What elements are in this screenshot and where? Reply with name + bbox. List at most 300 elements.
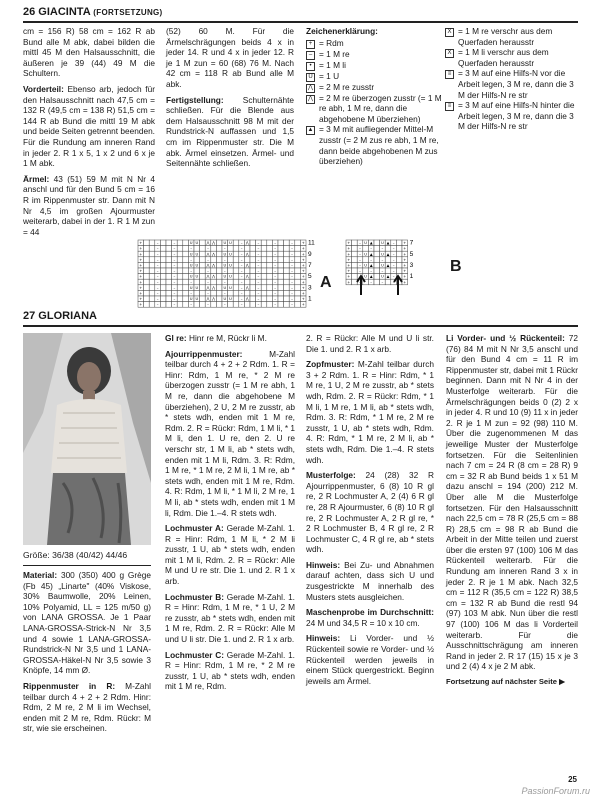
- legend-text: = 1 M re: [319, 48, 350, 59]
- chart-symbol: –: [223, 280, 226, 285]
- size-rule: [23, 565, 151, 566]
- chart-cell: [250, 285, 256, 291]
- chart-symbol: +: [139, 241, 143, 246]
- chart-symbol: U: [189, 241, 193, 246]
- chart-cell: [284, 302, 290, 308]
- chart-symbol: ⋀: [212, 241, 216, 246]
- chart-cell: [166, 257, 172, 263]
- chart-cell: [267, 290, 273, 296]
- chart-cell: [284, 279, 290, 285]
- chart-cell: [200, 296, 206, 302]
- chart-symbol: –: [190, 257, 193, 262]
- chart-cell: [233, 302, 239, 308]
- chart-cell: [267, 279, 273, 285]
- s26-col2-p2: Fertigstellung: Schulternähte schließen. Für die Blende aus dem Halsausschnitt 98 M mit der Rundstrick-N auffassen und 1,5 cm im Rippenmuster str. Die M abk. Ärmel einsetzen. Ärmel- und Seitennähte schließen.: [166, 94, 294, 169]
- chart-symbol: –: [173, 246, 176, 251]
- chart-cell: [250, 257, 256, 263]
- chart-cell: [160, 262, 166, 268]
- chart-cell: [278, 290, 284, 296]
- chart-cell: [183, 290, 189, 296]
- chart-symbol: –: [156, 285, 159, 290]
- chart-cell: [177, 240, 183, 246]
- chart-symbol: U: [381, 241, 384, 246]
- chart-row-number: 5: [409, 250, 414, 258]
- chart-symbol: –: [359, 246, 361, 251]
- chart-symbol: U: [381, 274, 384, 279]
- legend-left-list: [306, 38, 442, 167]
- chart-symbol: –: [392, 269, 395, 274]
- chart-symbol: +: [139, 269, 143, 274]
- chart-cell: [284, 268, 290, 274]
- chart-cell: [211, 268, 217, 274]
- chart-cell: [261, 285, 267, 291]
- chart-symbol: –: [156, 263, 159, 268]
- rippenmuster-paragraph: Rippenmuster in R: M-Zahl teilbar durch 4 + 2 + 2 Rdm. Hinr: Rdm, 2 M re, 2 M li im Wechsel, enden mit 2 M re, Rdm. Rückr: M str, wie sie erscheinen.: [23, 680, 151, 734]
- chart-symbol: –: [156, 269, 159, 274]
- chart-cell: [396, 257, 402, 263]
- chart-symbol: –: [359, 269, 361, 274]
- chart-symbol: –: [240, 274, 243, 279]
- chart-symbol: –: [156, 297, 159, 302]
- chart-symbol: U: [223, 241, 227, 246]
- chart-cell: [216, 285, 222, 291]
- chart-cell: [352, 257, 358, 263]
- chart-cell: [200, 240, 206, 246]
- chart-cell: [244, 279, 250, 285]
- s26-legend-left: [306, 26, 442, 167]
- chart-symbol: –: [291, 252, 293, 257]
- chart-cell: [295, 274, 301, 280]
- chart-cell: [149, 290, 155, 296]
- chart-symbol: –: [223, 257, 226, 262]
- s26-col2-p1: (52) 60 M. Für die Ärmelschrägungen beids 4 x in jeder 14. R und 4 x in jeder 12. R je 1 M zun = 60 (68) 76 M. Nach 42 cm = 118 R ab Bund alle M abk.: [166, 26, 294, 89]
- chart-symbol: –: [392, 274, 395, 279]
- chart-cell: [284, 274, 290, 280]
- chart-symbol: U: [195, 263, 199, 268]
- chart-symbol: U: [223, 263, 227, 268]
- chart-cell: [233, 257, 239, 263]
- chart-cell: [160, 274, 166, 280]
- chart-symbol: ⋀: [212, 263, 216, 268]
- section-26-title-text: 26 GIACINTA: [23, 6, 91, 18]
- chart-symbol: U: [189, 274, 193, 279]
- chart-symbol: –: [240, 241, 243, 246]
- chart-symbol: U: [223, 274, 227, 279]
- chart-cell: [261, 246, 267, 252]
- chart-symbol: –: [257, 297, 260, 302]
- hinweis-paragraph: Hinweis: Bei Zu- und Abnahmen darauf achten, dass sich U und zusgestrickte M innerhalb des Musters stets ausgleichen.: [306, 559, 434, 602]
- maschenprobe-paragraph: Maschenprobe im Durchschnitt: 24 M und 34,5 R = 10 x 10 cm.: [306, 607, 434, 628]
- chart-symbol: +: [139, 246, 143, 251]
- chart-cell: [267, 262, 273, 268]
- chart-symbol: –: [291, 280, 293, 285]
- chart-cell: [278, 251, 284, 257]
- chart-symbol: U: [229, 274, 232, 279]
- chart-cell: [250, 262, 256, 268]
- chart-symbol: +: [403, 280, 407, 285]
- chart-symbol: U: [364, 263, 367, 268]
- legend-left-item: [306, 82, 442, 93]
- chart-cell: [295, 251, 301, 257]
- chart-row-number: 7: [409, 239, 414, 247]
- chart-cell: [211, 290, 217, 296]
- chart-symbol: –: [190, 291, 193, 296]
- chart-cell: [261, 274, 267, 280]
- chart-symbol: –: [392, 246, 395, 251]
- chart-symbol: ⋀: [245, 252, 249, 257]
- chart-cell: [166, 290, 172, 296]
- chart-symbol: –: [173, 280, 176, 285]
- lochmuster-c-paragraph: Lochmuster C: Gerade M-Zahl. 1. R = Hinr: Rdm, 1 M re, * 2 M re zusstr, 1 U, ab * stets wdh, enden mit 1 M re, Rdm.: [165, 649, 295, 692]
- chart-cell: [228, 290, 234, 296]
- legend-symbol-icon: U: [306, 73, 315, 82]
- chart-symbol: +: [301, 263, 305, 268]
- chart-cell: [149, 302, 155, 308]
- chart-symbol: –: [240, 252, 243, 257]
- chart-cell: [284, 251, 290, 257]
- chart-cell: [200, 251, 206, 257]
- chart-symbol: –: [392, 280, 395, 285]
- chart-symbol: –: [207, 302, 209, 307]
- chart-cell: [211, 302, 217, 308]
- chart-symbol: U: [189, 285, 193, 290]
- material-paragraph: Material: 300 (350) 400 g Grège (Fb 45) „Linarte" (40% Viskose, 30% Baumwolle, 20% Leinen, 10% Polyamid, LL = 125 m/50 g) von LANA GROSSA. Je 1 Paar LANA-GROSSA-Strick-N Nr 3,5 und 4 sowie 1 LANA-GROSSA-Rundstrick-N Nr 3,5 und 1 LANA-GROSSA-Häkel-N Nr 3,5 sowie 3 Knöpfe, 14 mm Ø.: [23, 570, 151, 676]
- chart-symbol: –: [207, 291, 209, 296]
- chart-symbol: –: [190, 280, 193, 285]
- chart-cell: [396, 251, 402, 257]
- chart-cell: [160, 302, 166, 308]
- legend-right-item: [445, 26, 578, 47]
- chart-cell: [363, 268, 369, 274]
- chart-cell: [211, 257, 217, 263]
- chart-cell: [352, 268, 358, 274]
- legend-left-item: [306, 93, 442, 125]
- legend-text: = 1 U: [319, 70, 340, 81]
- legend-left-item: [306, 124, 442, 166]
- chart-symbol: –: [257, 269, 260, 274]
- chart-cell: [149, 279, 155, 285]
- chart-cell: [216, 246, 222, 252]
- chart-cell: [183, 257, 189, 263]
- chart-cell: [166, 268, 172, 274]
- chart-cell: [194, 290, 200, 296]
- chart-symbol: ⋀: [212, 285, 216, 290]
- chart-cell: [250, 246, 256, 252]
- legend-text: = 3 M auf eine Hilfs-N hinter die Arbeit legen, 3 M re, dann die 3 M der Hilfs-N re str: [458, 100, 575, 132]
- chart-symbol: –: [274, 285, 277, 290]
- chart-cell: [216, 290, 222, 296]
- chart-cell: [200, 246, 206, 252]
- chart-cell: [166, 262, 172, 268]
- chart-cell: [284, 285, 290, 291]
- chart-cell: [284, 246, 290, 252]
- chart-row-number: 5: [308, 273, 312, 281]
- chart-cell: [261, 262, 267, 268]
- chart-symbol: U: [229, 297, 232, 302]
- chart-symbol: +: [347, 280, 351, 285]
- chart-cell: [183, 285, 189, 291]
- chart-symbol: ⋀: [245, 285, 249, 290]
- zopfmuster-paragraph: Zopfmuster: M-Zahl teilbar durch 3 + 2 Rdm. 1. R = Hinr: Rdm, * 1 M re, 1 U, 2 M re zusstr, ab * stets wdh, Rdm. 2. R = Rückr: Rdm, * 1 M li, 1 M re, 1 M li, ab * stets wdh, Rdm. 3. R: Rdm, * 1 M re, 2 M re zusstr, 1 U, ab * stets wdh, Rdm. 4. R: Rdm, * 1 M re, 2 M li, ab * stets wdh, Rdm. Die 1.–4. R stets wdh.: [306, 359, 434, 465]
- chart-cell: [194, 302, 200, 308]
- chart-symbol: ▲: [369, 263, 373, 268]
- chart-symbol: –: [257, 285, 260, 290]
- chart-symbol: +: [139, 257, 143, 262]
- chart-symbol: U: [189, 297, 193, 302]
- chart-symbol: –: [173, 257, 176, 262]
- chart-symbol: –: [207, 257, 209, 262]
- chart-cell: [267, 285, 273, 291]
- chart-symbol: +: [139, 302, 143, 307]
- chart-symbol: ⋀: [206, 263, 210, 268]
- chart-cell: [149, 257, 155, 263]
- chart-cell: [295, 290, 301, 296]
- chart-symbol: +: [301, 291, 305, 296]
- chart-symbol: ⋀: [206, 274, 210, 279]
- chart-symbol: ⋀: [245, 274, 249, 279]
- s27-col3-p1: 2. R = Rückr: Alle M und U li str. Die 1. und 2. R 1 x arb.: [306, 333, 434, 354]
- chart-symbol: –: [207, 246, 209, 251]
- chart-cell: [160, 257, 166, 263]
- chart-symbol: +: [301, 274, 305, 279]
- chart-cell: [261, 251, 267, 257]
- chart-cell: [144, 268, 150, 274]
- chart-cell: [295, 268, 301, 274]
- chart-symbol: –: [359, 274, 361, 279]
- chart-symbol: –: [240, 285, 243, 290]
- chart-cell: [144, 296, 150, 302]
- chart-cell: [233, 246, 239, 252]
- chart-cell: [267, 268, 273, 274]
- chart-symbol: U: [223, 285, 227, 290]
- chart-cell: [244, 257, 250, 263]
- chart-cell: [200, 285, 206, 291]
- chart-symbol: +: [301, 241, 305, 246]
- chart-cell: [183, 302, 189, 308]
- chart-cell: [295, 262, 301, 268]
- chart-cell: [160, 246, 166, 252]
- chart-cell: [177, 302, 183, 308]
- continue-note: Fortsetzung auf nächster Seite ▶: [446, 677, 565, 686]
- chart-symbol: +: [139, 285, 143, 290]
- chart-cell: [250, 268, 256, 274]
- chart-symbol: –: [207, 280, 209, 285]
- legend-left-item: [306, 71, 442, 82]
- chart-cell: [284, 296, 290, 302]
- chart-cell: [396, 268, 402, 274]
- chart-cell: [166, 240, 172, 246]
- chart-cell: [250, 279, 256, 285]
- chart-cell: [233, 262, 239, 268]
- chart-symbol: –: [173, 297, 176, 302]
- chart-symbol: +: [347, 252, 351, 257]
- legend-symbol-icon: ⋀: [306, 95, 315, 104]
- chart-symbol: +: [301, 297, 305, 302]
- chart-cell: [278, 274, 284, 280]
- chart-symbol: –: [392, 252, 395, 257]
- chart-cell: [194, 246, 200, 252]
- chart-cell: [284, 257, 290, 263]
- chart-cell: [267, 240, 273, 246]
- s26-legend-right: [445, 26, 578, 132]
- chart-symbol: –: [257, 280, 260, 285]
- chart-cell: [250, 251, 256, 257]
- chart-symbol: +: [301, 257, 305, 262]
- s27-col4: [446, 333, 578, 693]
- chart-cell: [261, 279, 267, 285]
- chart-cell: [295, 279, 301, 285]
- chart-symbol: –: [156, 246, 159, 251]
- chart-symbol: –: [392, 263, 395, 268]
- section-26-rule: [23, 21, 578, 23]
- chart-cell: [267, 302, 273, 308]
- chart-cell: [166, 279, 172, 285]
- chart-cell: [183, 274, 189, 280]
- chart-cell: [363, 246, 369, 252]
- chart-symbol: –: [223, 246, 226, 251]
- chart-symbol: +: [403, 269, 407, 274]
- chart-cell: [363, 257, 369, 263]
- chart-symbol: –: [291, 263, 293, 268]
- chart-symbol: –: [359, 280, 361, 285]
- chart-cell: [200, 274, 206, 280]
- legend-right-item: [445, 100, 578, 132]
- chart-symbol: –: [223, 269, 226, 274]
- chart-cell: [183, 246, 189, 252]
- chart-symbol: ⋀: [245, 241, 249, 246]
- section-26-title: [23, 6, 163, 18]
- chart-cell: [200, 290, 206, 296]
- chart-symbol: –: [257, 246, 260, 251]
- chart-cell: [144, 251, 150, 257]
- chart-symbol: –: [359, 257, 361, 262]
- legend-symbol-icon: •: [306, 62, 315, 71]
- chart-symbol: –: [274, 246, 277, 251]
- chart-symbol: –: [392, 241, 395, 246]
- size-line: Größe: 36/38 (40/42) 44/46: [23, 550, 128, 560]
- chart-symbol: +: [347, 263, 351, 268]
- chart-cell: [352, 240, 358, 246]
- chart-symbol: –: [190, 269, 193, 274]
- chart-symbol: –: [240, 246, 243, 251]
- chart-symbol: –: [370, 280, 373, 285]
- chart-cell: [284, 290, 290, 296]
- chart-symbol: U: [195, 297, 199, 302]
- model-figure-illustration: [23, 333, 151, 545]
- chart-cell: [183, 240, 189, 246]
- chart-cell: [216, 302, 222, 308]
- chart-cell: [374, 262, 380, 268]
- chart-cell: [385, 246, 391, 252]
- page-number: 25: [568, 775, 577, 784]
- legend-title: Zeichenerklärung:: [306, 26, 378, 36]
- chart-cell: [278, 279, 284, 285]
- chart-symbol: –: [240, 302, 243, 307]
- chart-cell: [261, 290, 267, 296]
- chart-symbol: –: [274, 241, 277, 246]
- chart-symbol: –: [370, 257, 373, 262]
- legend-text: = 1 M li: [319, 59, 346, 70]
- chart-cell: [233, 240, 239, 246]
- chart-cell: [352, 246, 358, 252]
- legend-text: = 3 M mit aufliegender Mittel-M zusstr (= 2 M zus re abh, 1 M re, dann beide abgehobenen M zus überziehen): [319, 124, 439, 167]
- chart-cell: [149, 251, 155, 257]
- chart-symbol: +: [403, 241, 407, 246]
- hinweis2-paragraph: Hinweis: Li Vorder- und ½ Rückenteil sowie re Vorder- und ½ Rückenteil werden jeweils in einem Stück quergestrickt. Beginn jeweils am Ärmel.: [306, 633, 434, 686]
- chart-cell: [244, 302, 250, 308]
- chart-cell: [244, 268, 250, 274]
- chart-cell: [267, 274, 273, 280]
- chart-symbol: +: [301, 246, 305, 251]
- legend-symbol-icon: +: [306, 40, 315, 49]
- chart-cell: [233, 290, 239, 296]
- chart-cell: [228, 302, 234, 308]
- chart-symbol: U: [229, 263, 232, 268]
- chart-cell: [228, 257, 234, 263]
- chart-symbol: –: [173, 269, 176, 274]
- chart-symbol: –: [274, 280, 277, 285]
- s26-col1-p3: Ärmel: 43 (51) 59 M mit N Nr 4 anschl und für den Bund 5 cm = 16 R im Rippenmuster str. Dann mit N Nr 4,5 im großen Ajourmuster weiterarb, dabei in der 1. R 1 M zun = 44: [23, 173, 155, 237]
- chart-cell: [200, 302, 206, 308]
- chart-cell: [278, 268, 284, 274]
- chart-cell: [278, 262, 284, 268]
- chart-symbol: –: [274, 252, 277, 257]
- chart-cell: [250, 290, 256, 296]
- chart-symbol: +: [301, 280, 305, 285]
- chart-symbol: –: [173, 274, 176, 279]
- chart-symbol: –: [381, 257, 384, 262]
- knitting-chart-b: [346, 239, 426, 285]
- chart-cell: [278, 296, 284, 302]
- chart-symbol: –: [223, 302, 226, 307]
- chart-symbol: ▲: [369, 241, 373, 246]
- chart-symbol: +: [403, 252, 407, 257]
- ajourrippenmuster-paragraph: Ajourrippenmuster: M-Zahl teilbar durch 4 + 2 + 2 Rdm. 1. R = Hinr: Rdm, 1 M re, * 2 M re überzogen zusstr (= 1 M re abh, 1 M re, dann die abgehobene M überziehen), 2 U, 2 M re zusstr, ab * stets wdh, enden mit 1 M re, Rdm. 2. R = Rückr: Rdm, 1 M li, * 1 M li, den 1. U re, den 2. U re verschr str, 1 M li, ab * stets wdh, enden mit 1 M li, Rdm. 3. R: Rdm, 1 M re, * 1 M re, 2 M li, 1 M re, ab * stets wdh, enden mit 1 M re, Rdm. 4. R: Rdm, 1 M li, * 1 M li, 2 M re, 1 M li, ab * stets wdh, enden mit 1 M li, Rdm. Die 1.–4. R stets wdh.: [165, 348, 295, 518]
- model-photo: [23, 333, 151, 545]
- chart-cell: [149, 285, 155, 291]
- chart-cell: [183, 262, 189, 268]
- legend-left-item: [306, 60, 442, 71]
- chart-cell: [183, 279, 189, 285]
- legend-left-item: [306, 38, 442, 49]
- chart-symbol: +: [139, 291, 143, 296]
- chart-symbol: –: [257, 291, 260, 296]
- chart-a-label: A: [320, 274, 332, 291]
- chart-cell: [183, 296, 189, 302]
- chart-symbol: ⋀: [206, 252, 210, 257]
- legend-symbol-icon: ▲: [307, 127, 314, 134]
- chart-symbol: –: [274, 274, 277, 279]
- chart-symbol: –: [370, 246, 373, 251]
- chart-cell: [194, 268, 200, 274]
- chart-row-number: 3: [308, 284, 312, 292]
- chart-cell: [160, 285, 166, 291]
- chart-symbol: +: [403, 257, 407, 262]
- chart-symbol: –: [392, 257, 395, 262]
- legend-symbol-icon: X: [445, 49, 454, 58]
- chart-cell: [233, 296, 239, 302]
- chart-symbol: –: [257, 302, 260, 307]
- legend-symbol-icon: ≡: [445, 70, 454, 79]
- chart-symbol: –: [173, 263, 176, 268]
- chart-symbol: –: [381, 246, 384, 251]
- chart-symbol: ⋀: [212, 274, 216, 279]
- chart-row-number: 3: [409, 262, 414, 269]
- chart-cell: [160, 251, 166, 257]
- chart-symbol: –: [381, 280, 384, 285]
- s27-col2: [165, 333, 295, 697]
- chart-symbol: –: [156, 274, 159, 279]
